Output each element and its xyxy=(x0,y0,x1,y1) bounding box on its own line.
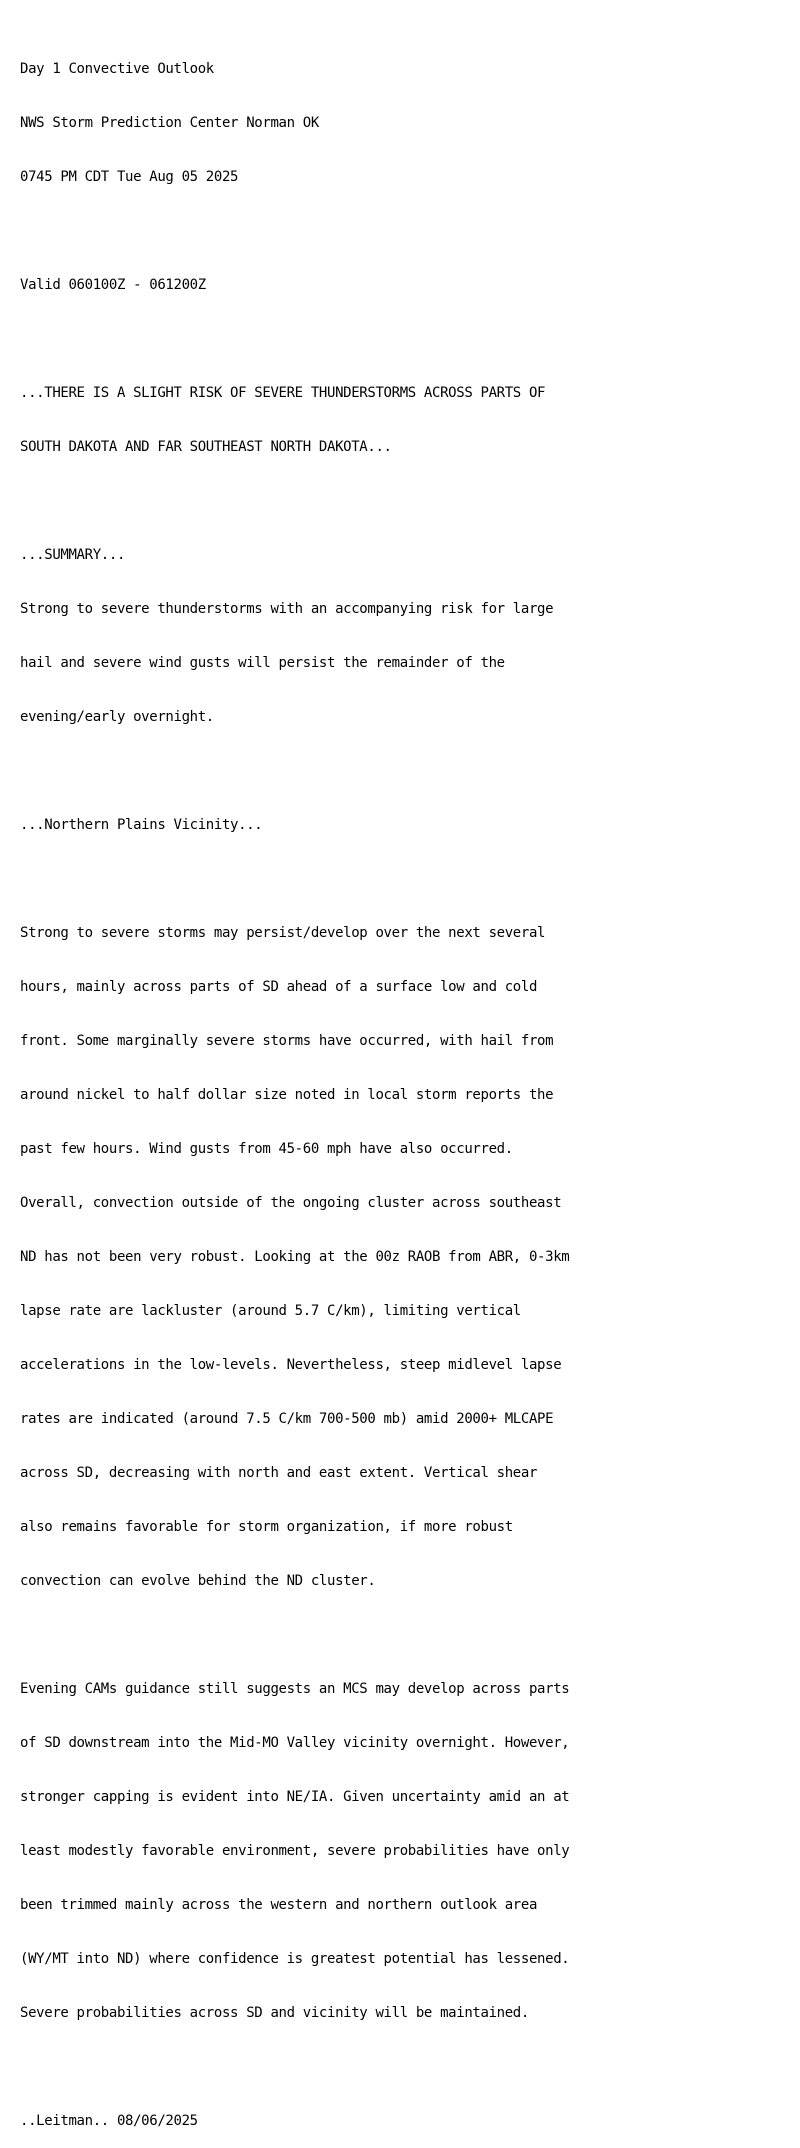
discussion-line: hours, mainly across parts of SD ahead of a surface low and cold xyxy=(20,979,538,995)
product-title: Day 1 Convective Outlook xyxy=(20,61,214,77)
blank-line xyxy=(20,330,569,348)
valid-period: Valid 060100Z - 061200Z xyxy=(20,277,206,293)
outlook-document xyxy=(20,24,569,2148)
blank-line xyxy=(20,222,569,240)
summary-line: hail and severe wind gusts will persist the remainder of the xyxy=(20,655,505,671)
issuing-office: NWS Storm Prediction Center Norman OK xyxy=(20,115,319,131)
discussion-line: Strong to severe storms may persist/develop over the next several xyxy=(20,925,546,941)
section-heading: ...Northern Plains Vicinity... xyxy=(20,817,263,833)
blank-line xyxy=(20,2058,569,2076)
discussion-line: (WY/MT into ND) where confidence is greatest potential has lessened. xyxy=(20,1951,570,1967)
summary-heading: ...SUMMARY... xyxy=(20,547,126,563)
discussion-line: past few hours. Wind gusts from 45-60 mph have also occurred. xyxy=(20,1141,513,1157)
discussion-line: front. Some marginally severe storms have occurred, with hail from xyxy=(20,1033,554,1049)
discussion-line: Overall, convection outside of the ongoing cluster across southeast xyxy=(20,1195,562,1211)
blank-line xyxy=(20,492,569,510)
forecaster-signature: ..Leitman.. 08/06/2025 xyxy=(20,2113,198,2129)
discussion-line: been trimmed mainly across the western and northern outlook area xyxy=(20,1897,538,1913)
blank-line xyxy=(20,870,569,888)
discussion-line: lapse rate are lackluster (around 5.7 C/km), limiting vertical xyxy=(20,1303,521,1319)
discussion-line: accelerations in the low-levels. Nevertheless, steep midlevel lapse xyxy=(20,1357,562,1373)
summary-line: evening/early overnight. xyxy=(20,709,214,725)
discussion-line: convection can evolve behind the ND cluster. xyxy=(20,1573,376,1589)
issue-time: 0745 PM CDT Tue Aug 05 2025 xyxy=(20,169,239,185)
summary-line: Strong to severe thunderstorms with an accompanying risk for large xyxy=(20,601,554,617)
discussion-line: Evening CAMs guidance still suggests an MCS may develop across parts xyxy=(20,1681,570,1697)
blank-line xyxy=(20,762,569,780)
discussion-line: also remains favorable for storm organization, if more robust xyxy=(20,1519,513,1535)
discussion-line: rates are indicated (around 7.5 C/km 700-500 mb) amid 2000+ MLCAPE xyxy=(20,1411,554,1427)
discussion-line: of SD downstream into the Mid-MO Valley vicinity overnight. However, xyxy=(20,1735,570,1751)
blank-line xyxy=(20,1626,569,1644)
discussion-line: ND has not been very robust. Looking at the 00z RAOB from ABR, 0-3km xyxy=(20,1249,570,1265)
risk-headline-line: SOUTH DAKOTA AND FAR SOUTHEAST NORTH DAKOTA... xyxy=(20,439,392,455)
discussion-line: least modestly favorable environment, severe probabilities have only xyxy=(20,1843,570,1859)
discussion-line: across SD, decreasing with north and east extent. Vertical shear xyxy=(20,1465,538,1481)
discussion-line: around nickel to half dollar size noted in local storm reports the xyxy=(20,1087,554,1103)
risk-headline-line: ...THERE IS A SLIGHT RISK OF SEVERE THUNDERSTORMS ACROSS PARTS OF xyxy=(20,385,546,401)
discussion-line: stronger capping is evident into NE/IA. Given uncertainty amid an at xyxy=(20,1789,570,1805)
discussion-line: Severe probabilities across SD and vicinity will be maintained. xyxy=(20,2005,529,2021)
